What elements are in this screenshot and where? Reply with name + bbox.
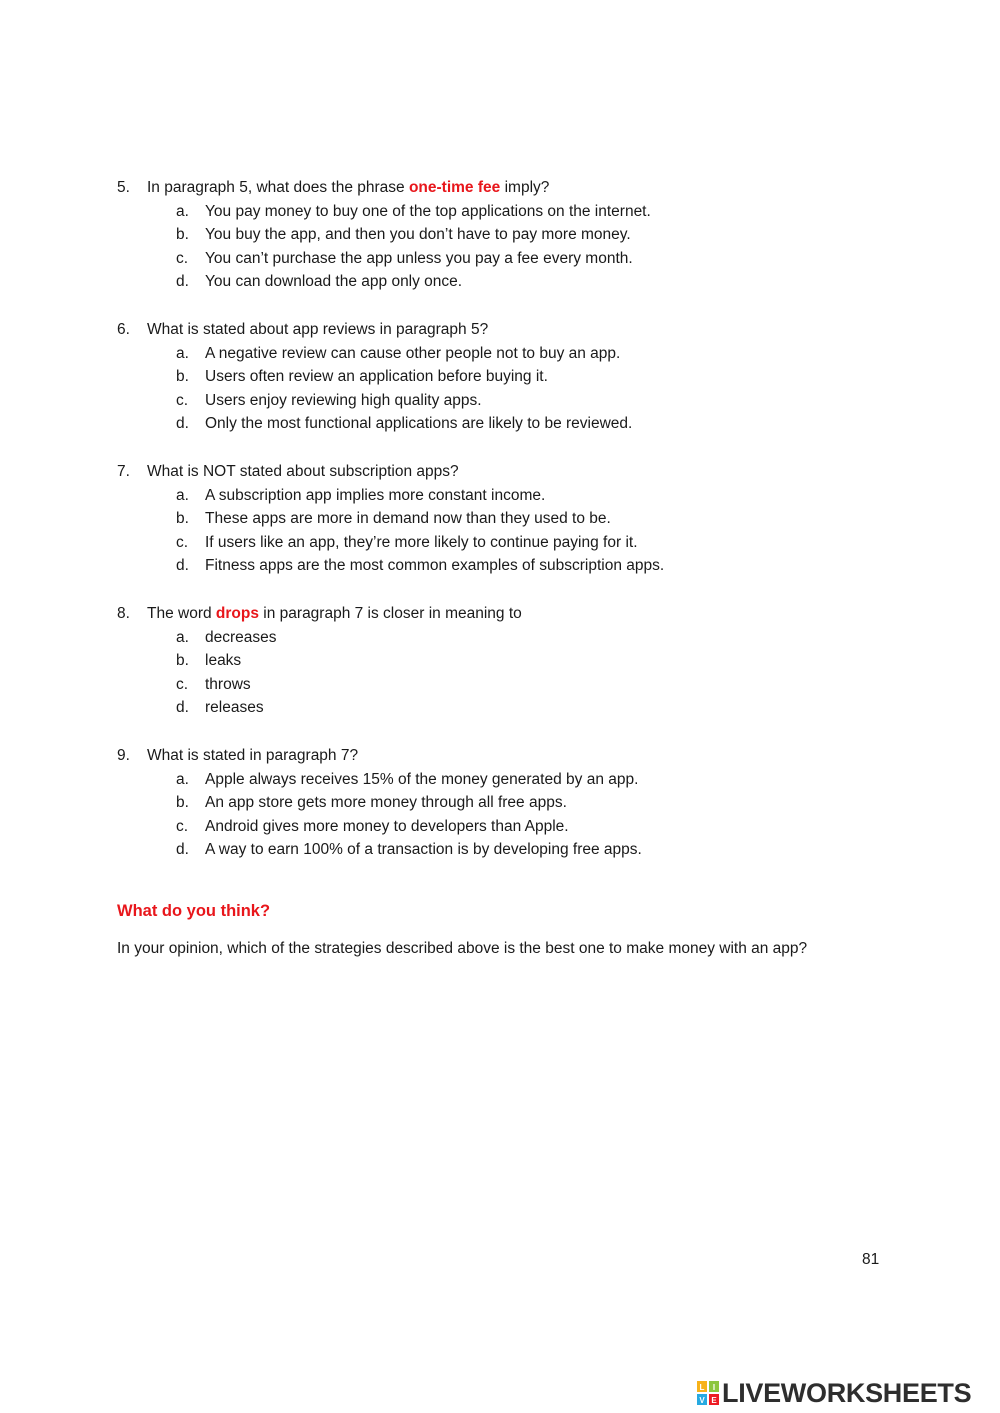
option-text: A way to earn 100% of a transaction is by developing free apps. bbox=[205, 841, 642, 859]
option-letter: d. bbox=[176, 273, 189, 291]
option-text: Android gives more money to developers than Apple. bbox=[205, 817, 569, 835]
option-text: A subscription app implies more constant income. bbox=[205, 486, 546, 504]
option-text: If users like an app, they’re more likely to continue paying for it. bbox=[205, 533, 638, 551]
option-letter: c. bbox=[176, 391, 189, 409]
brand-name: LIVEWORKSHEETS bbox=[722, 1377, 972, 1408]
option-text: You pay money to buy one of the top applications on the internet. bbox=[205, 202, 651, 220]
option-text: You buy the app, and then you don’t have to pay more money. bbox=[205, 226, 631, 244]
question-stem: What is NOT stated about subscription apps? bbox=[147, 463, 459, 480]
opinion-prompt: In your opinion, which of the strategies described above is the best one to make money with an app? bbox=[117, 940, 808, 957]
option-letter: b. bbox=[176, 794, 189, 812]
option-letter: b. bbox=[176, 652, 189, 670]
option-text: You can’t purchase the app unless you pay a fee every month. bbox=[205, 249, 633, 267]
logo-letter: L bbox=[699, 1383, 705, 1392]
option-letter: a. bbox=[176, 628, 189, 646]
question-number: 5. bbox=[117, 179, 130, 196]
question-stem: In paragraph 5, what does the phrase one-time fee imply? bbox=[147, 179, 550, 196]
option-text: These apps are more in demand now than they used to be. bbox=[205, 510, 611, 528]
option-text: releases bbox=[205, 699, 264, 717]
question-number: 7. bbox=[117, 463, 130, 480]
question-stem: What is stated in paragraph 7? bbox=[147, 747, 359, 764]
question-number: 6. bbox=[117, 321, 130, 338]
highlighted-word: drops bbox=[215, 605, 259, 622]
option-letter: a. bbox=[176, 486, 189, 504]
option-letter: a. bbox=[176, 202, 189, 220]
option-text: You can download the app only once. bbox=[205, 273, 463, 291]
highlighted-phrase: one-time fee bbox=[408, 179, 501, 196]
logo-letter: I bbox=[712, 1383, 716, 1392]
option-letter: b. bbox=[176, 226, 189, 244]
option-letter: a. bbox=[176, 770, 189, 788]
option-text: Apple always receives 15% of the money generated by an app. bbox=[205, 770, 639, 788]
option-letter: d. bbox=[176, 557, 189, 575]
logo-grid-icon bbox=[697, 1381, 719, 1405]
option-text: Users enjoy reviewing high quality apps. bbox=[205, 391, 482, 409]
option-letter: b. bbox=[176, 368, 189, 386]
option-text: Only the most functional applications are likely to be reviewed. bbox=[205, 415, 633, 433]
option-letter: c. bbox=[176, 533, 189, 551]
question-number: 9. bbox=[117, 747, 130, 764]
option-letter: d. bbox=[176, 415, 189, 433]
option-letter: c. bbox=[176, 817, 189, 835]
option-text: throws bbox=[205, 675, 251, 693]
section-heading: What do you think? bbox=[117, 902, 271, 920]
option-text: leaks bbox=[205, 652, 242, 670]
liveworksheets-logo[interactable] bbox=[697, 1378, 971, 1408]
option-text: Users often review an application before buying it. bbox=[205, 368, 548, 386]
option-text: An app store gets more money through all free apps. bbox=[205, 794, 567, 812]
option-text: Fitness apps are the most common examples of subscription apps. bbox=[205, 557, 665, 575]
option-text: A negative review can cause other people not to buy an app. bbox=[205, 344, 621, 362]
option-letter: a. bbox=[176, 344, 189, 362]
question-stem: What is stated about app reviews in paragraph 5? bbox=[147, 321, 489, 338]
page-number: 81 bbox=[862, 1251, 880, 1268]
question-number: 8. bbox=[117, 605, 130, 622]
question-stem: The word drops in paragraph 7 is closer in meaning to bbox=[147, 605, 522, 622]
option-letter: c. bbox=[176, 675, 189, 693]
option-letter: d. bbox=[176, 699, 189, 717]
option-text: decreases bbox=[205, 628, 277, 646]
option-letter: b. bbox=[176, 510, 189, 528]
logo-letter: E bbox=[711, 1396, 717, 1405]
option-letter: c. bbox=[176, 249, 189, 267]
option-letter: d. bbox=[176, 841, 189, 859]
logo-letter: V bbox=[699, 1396, 705, 1405]
